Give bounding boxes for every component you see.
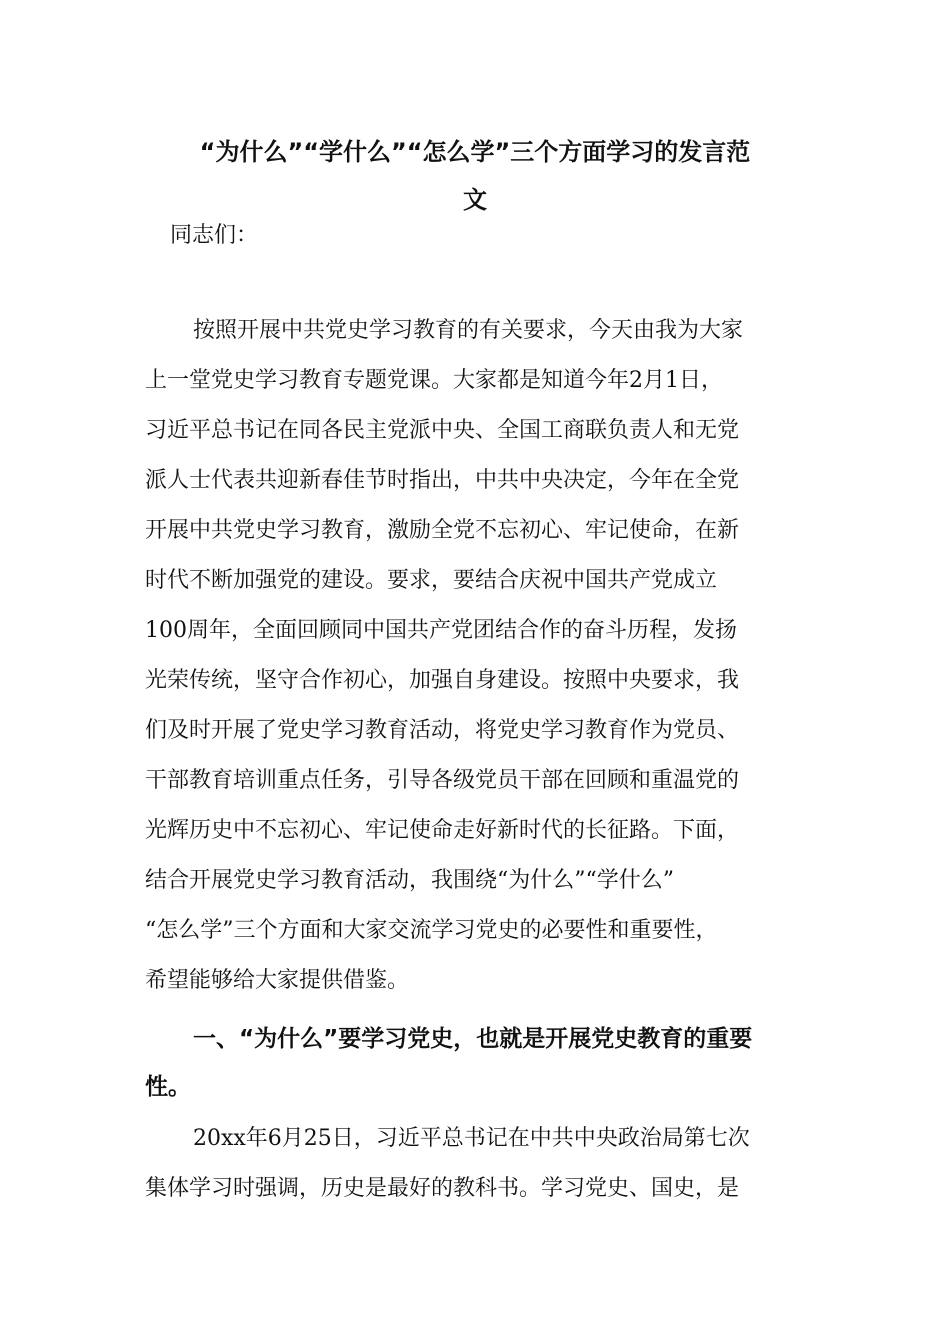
paragraph-line: 派人士代表共迎新春佳节时指出，中共中央决定，今年在全党	[145, 468, 740, 493]
salutation: 同志们：	[170, 223, 259, 248]
paragraph-line: 结合开展党史学习教育活动，我围绕“为什么”“学什么”	[145, 868, 674, 893]
paragraph-line: 光辉历史中不忘初心、牢记使命走好新时代的长征路。下面，	[145, 818, 740, 843]
paragraph-line: 集体学习时强调，历史是最好的教科书。学习党史、国史，是	[145, 1176, 740, 1201]
paragraph-line: 希望能够给大家提供借鉴。	[145, 968, 410, 993]
paragraph-line: 按照开展中共党史学习教育的有关要求，今天由我为大家	[193, 318, 744, 343]
paragraph-line: 干部教育培训重点任务，引导各级党员干部在回顾和重温党的	[145, 768, 740, 793]
heading-line: 一、“为什么”要学习党史，也就是开展党史教育的重要	[193, 1026, 753, 1052]
title-line: 文	[463, 186, 487, 214]
intro-paragraph	[145, 306, 805, 1006]
paragraph-line: 习近平总书记在同各民主党派中央、全国工商联负责人和无党	[145, 418, 740, 443]
paragraph-line: 们及时开展了党史学习教育活动，将党史学习教育作为党员、	[145, 718, 740, 743]
heading-line: 性。	[145, 1074, 191, 1100]
title-line: “为什么”“学什么”“怎么学”三个方面学习的发言范	[199, 138, 751, 166]
section-heading	[145, 1015, 805, 1111]
paragraph-line: 100周年，全面回顾同中国共产党团结合作的奋斗历程，发扬	[145, 618, 737, 643]
paragraph-line: 开展中共党史学习教育，激励全党不忘初心、牢记使命，在新	[145, 518, 740, 543]
section1-paragraph	[145, 1114, 805, 1214]
paragraph-line: 上一堂党史学习教育专题党课。大家都是知道今年2月1日，	[145, 368, 723, 393]
document-title	[130, 128, 820, 224]
paragraph-line: “怎么学”三个方面和大家交流学习党史的必要性和重要性，	[145, 918, 718, 943]
paragraph-line: 20xx年6月25日，习近平总书记在中共中央政治局第七次	[193, 1126, 750, 1151]
paragraph-line: 时代不断加强党的建设。要求，要结合庆祝中国共产党成立	[145, 568, 718, 593]
paragraph-line: 光荣传统，坚守合作初心，加强自身建设。按照中央要求，我	[145, 668, 740, 693]
